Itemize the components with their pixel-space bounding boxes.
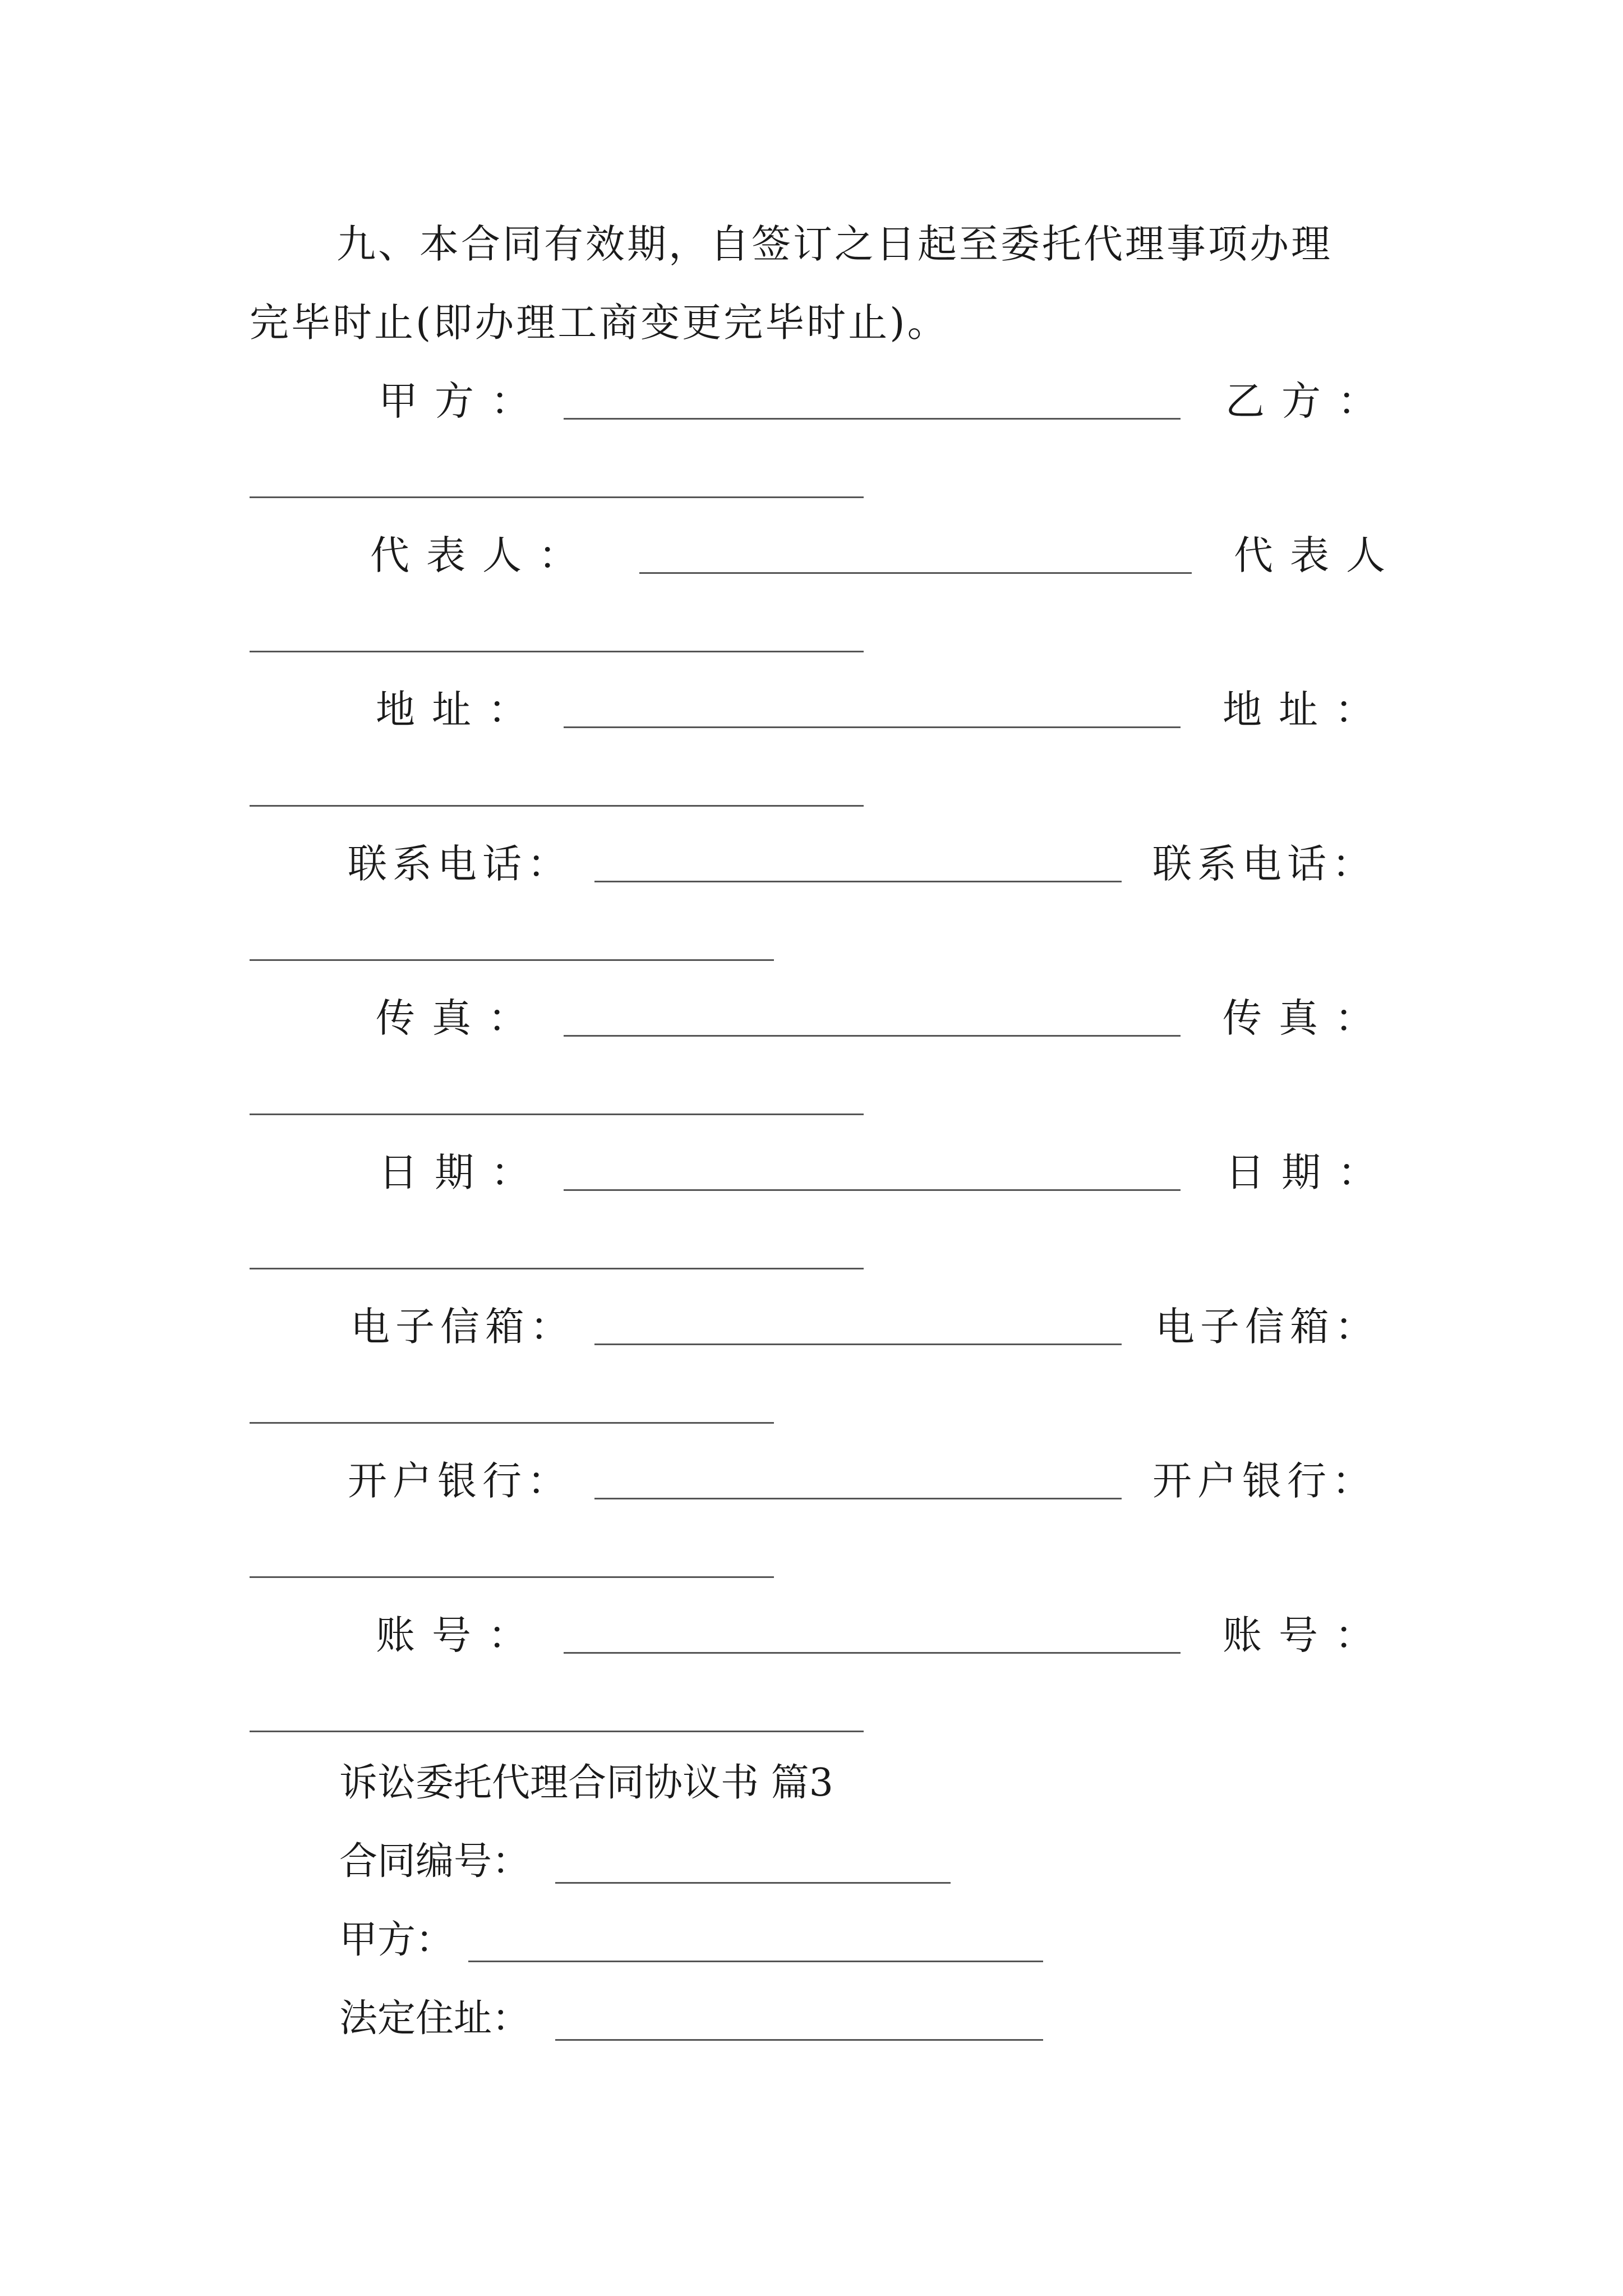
date-a-blank[interactable] xyxy=(564,1189,1181,1191)
fax-a-blank[interactable] xyxy=(564,1035,1181,1037)
party-b-blank[interactable] xyxy=(250,496,864,498)
party-a-section-blank[interactable] xyxy=(468,1961,1043,1962)
party-a-blank[interactable] xyxy=(564,418,1181,420)
phone-a-label: 联系电话： xyxy=(348,841,572,887)
fax-b-blank[interactable] xyxy=(250,1114,864,1115)
phone-b-blank[interactable] xyxy=(250,959,774,961)
date-b-blank[interactable] xyxy=(250,1268,864,1269)
date-b-label: 日期： xyxy=(1225,1149,1394,1195)
contract-number-blank[interactable] xyxy=(555,1882,951,1884)
representative-b-label: 代表人 xyxy=(1234,532,1402,578)
address-a-label: 地址： xyxy=(376,687,544,733)
email-a-label: 电子信箱： xyxy=(351,1304,575,1350)
bank-b-blank[interactable] xyxy=(250,1576,774,1578)
account-b-blank[interactable] xyxy=(250,1731,864,1732)
email-a-blank[interactable] xyxy=(594,1343,1122,1345)
domicile-label: 法定住址： xyxy=(339,1996,531,2041)
address-a-blank[interactable] xyxy=(564,726,1181,728)
party-a-section-label: 甲方： xyxy=(339,1918,454,1962)
clause-9-line-1: 九、本合同有效期，自签订之日起至委托代理事项办理 xyxy=(336,221,1332,267)
account-b-label: 账号： xyxy=(1223,1612,1391,1658)
fax-b-label: 传真： xyxy=(1223,995,1391,1041)
bank-a-label: 开户银行： xyxy=(348,1458,572,1504)
clause-9-line-2: 完毕时止(即办理工商变更完毕时止)。 xyxy=(250,300,949,346)
email-b-blank[interactable] xyxy=(250,1422,774,1424)
contract-number-label: 合同编号： xyxy=(339,1839,531,1884)
email-b-label: 电子信箱： xyxy=(1155,1304,1380,1350)
party-a-label: 甲方： xyxy=(379,378,547,424)
representative-b-blank[interactable] xyxy=(250,651,864,652)
bank-b-label: 开户银行： xyxy=(1152,1458,1377,1504)
address-b-label: 地址： xyxy=(1223,687,1391,733)
representative-a-label: 代表人： xyxy=(370,532,594,578)
phone-b-label: 联系电话： xyxy=(1152,841,1377,887)
fax-a-label: 传真： xyxy=(376,995,544,1041)
section-heading: 诉讼委托代理合同协议书 篇3 xyxy=(339,1761,833,1805)
account-a-label: 账号： xyxy=(376,1612,544,1658)
account-a-blank[interactable] xyxy=(564,1652,1181,1654)
date-a-label: 日期： xyxy=(379,1149,547,1195)
address-b-blank[interactable] xyxy=(250,805,864,807)
representative-a-blank[interactable] xyxy=(639,572,1192,574)
bank-a-blank[interactable] xyxy=(594,1498,1122,1499)
party-b-label: 乙方： xyxy=(1225,378,1394,424)
domicile-blank[interactable] xyxy=(555,2039,1043,2041)
phone-a-blank[interactable] xyxy=(594,881,1122,882)
